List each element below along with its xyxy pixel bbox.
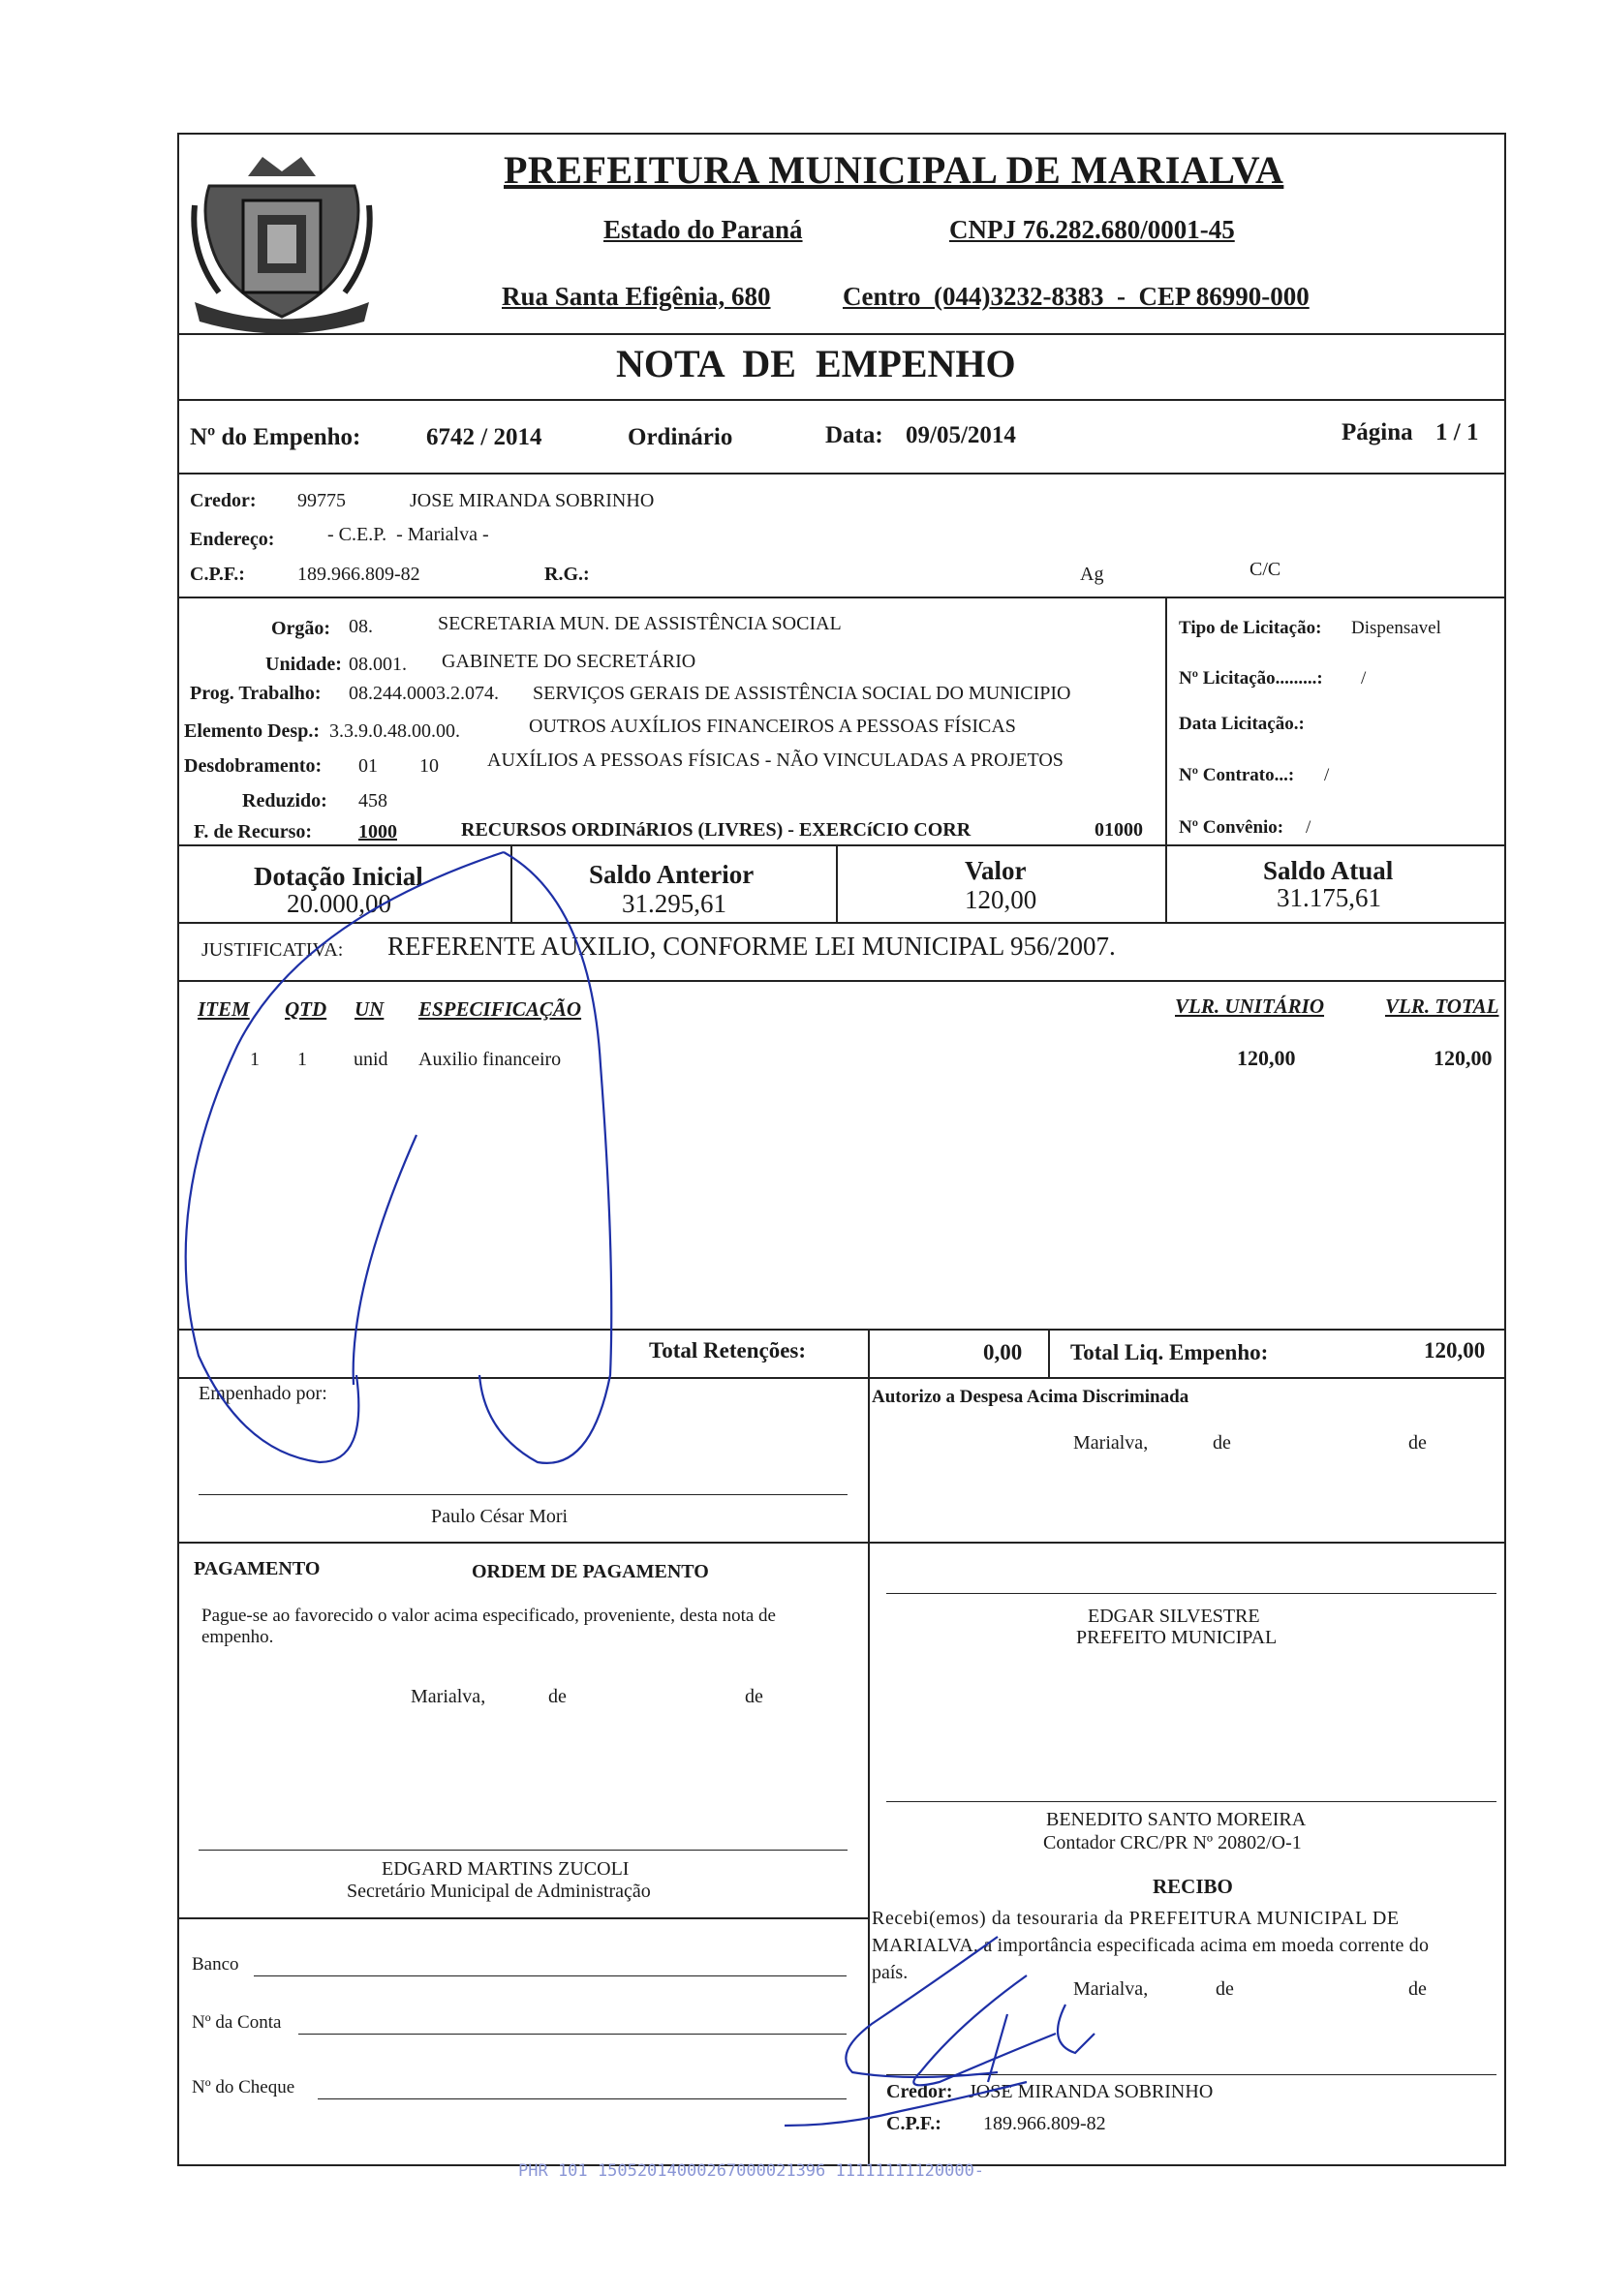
recibo-line-3: país. (872, 1962, 909, 1983)
valor-value: 120,00 (965, 885, 1037, 914)
rg-label: R.G.: (544, 564, 590, 585)
item-number: 1 (250, 1049, 260, 1070)
divider (177, 399, 1506, 401)
pagamento-city: Marialva, (411, 1686, 486, 1707)
unidade-code: 08.001. (349, 654, 407, 675)
total-retencoes-value: 0,00 (983, 1340, 1023, 1364)
dotacao-label: Dotação Inicial (254, 862, 423, 891)
desdobramento-code-1: 01 (358, 755, 378, 777)
unidade-name: GABINETE DO SECRETÁRIO (442, 651, 696, 672)
signature-line (886, 1593, 1496, 1594)
accountant-title: Contador CRC/PR Nº 20802/O-1 (1043, 1832, 1302, 1853)
divider-vertical (868, 1377, 870, 1542)
divider-vertical (510, 844, 512, 922)
cpf-label: C.P.F.: (190, 564, 245, 585)
divider (177, 1377, 1506, 1379)
recibo-de-2: de (1408, 1978, 1427, 2000)
empenho-number: 6742 / 2014 (426, 424, 542, 450)
item-unit: unid (354, 1049, 388, 1070)
autorizo-de-2: de (1408, 1432, 1427, 1454)
mayor-name: EDGAR SILVESTRE (1088, 1606, 1260, 1627)
fonte-recurso-code: 1000 (358, 821, 397, 842)
signature-line (199, 1494, 848, 1495)
recibo-de-1: de (1216, 1978, 1234, 2000)
empenhado-por-label: Empenhado por: (199, 1383, 327, 1404)
divider-vertical (868, 1542, 870, 2166)
desdobramento-code-2: 10 (419, 755, 439, 777)
items-header-unit-value: VLR. UNITÁRIO (1175, 995, 1325, 1018)
orgao-code: 08. (349, 616, 373, 637)
convenio-label: Nº Convênio: (1179, 817, 1284, 838)
street-address: Rua Santa Efigênia, 680 (502, 282, 771, 311)
recibo-line-1: Recebi(emos) da tesouraria da PREFEITURA MUNICIPAL DE (872, 1908, 1400, 1929)
recibo-credor-label: Credor: (886, 2081, 953, 2102)
item-quantity: 1 (297, 1049, 307, 1070)
orgao-name: SECRETARIA MUN. DE ASSISTÊNCIA SOCIAL (438, 613, 842, 634)
cnpj-label: CNPJ 76.282.680/0001-45 (949, 215, 1235, 244)
items-header-qtd: QTD (285, 997, 327, 1021)
mayor-title: PREFEITO MUNICIPAL (1076, 1627, 1278, 1648)
items-header-total-value: VLR. TOTAL (1385, 995, 1499, 1018)
empenho-type: Ordinário (628, 424, 733, 450)
recibo-line-2: MARIALVA, a importância especificada acima em moeda corrente do (872, 1935, 1430, 1956)
divider (177, 1329, 1506, 1331)
convenio-value: / (1306, 817, 1311, 838)
item-specification: Auxilio financeiro (418, 1049, 562, 1070)
cpf-value: 189.966.809-82 (297, 564, 420, 585)
divider-vertical (1165, 844, 1167, 922)
desdobramento-label: Desdobramento: (184, 755, 323, 777)
document-title: NOTA DE EMPENHO (616, 342, 1016, 385)
prog-trabalho-label: Prog. Trabalho: (190, 683, 322, 704)
district-phone-cep: Centro (044)3232-8383 - CEP 86990-000 (843, 282, 1310, 311)
valor-label: Valor (965, 856, 1027, 885)
numero-licitacao-value: / (1361, 668, 1367, 689)
recibo-cpf-label: C.P.F.: (886, 2113, 941, 2134)
total-liquido-label: Total Liq. Empenho: (1070, 1340, 1269, 1364)
justificativa-text: REFERENTE AUXILIO, CONFORME LEI MUNICIPAL 956/2007. (387, 932, 1116, 961)
elemento-label: Elemento Desp.: (184, 720, 320, 742)
fonte-recurso-name: RECURSOS ORDINáRIOS (LIVRES) - EXERCíCIO CORR (461, 819, 972, 841)
prog-trabalho-name: SERVIÇOS GERAIS DE ASSISTÊNCIA SOCIAL DO MUNICIPIO (533, 683, 1071, 704)
ordem-pagamento-label: ORDEM DE PAGAMENTO (472, 1561, 709, 1582)
recibo-title: RECIBO (1153, 1875, 1233, 1898)
autorizo-label: Autorizo a Despesa Acima Discriminada (872, 1387, 1189, 1407)
numero-licitacao-label: Nº Licitação.........: (1179, 668, 1323, 689)
reduzido-value: 458 (358, 790, 387, 811)
divider-vertical (868, 1329, 870, 1377)
footer-code: PHR 101 15052014000267000021396 11111111120000- (518, 2161, 985, 2181)
prog-trabalho-code: 08.244.0003.2.074. (349, 683, 499, 704)
tipo-licitacao-value: Dispensavel (1351, 618, 1441, 638)
cheque-field-line[interactable] (318, 2098, 847, 2099)
items-header-un: UN (355, 997, 385, 1021)
tipo-licitacao-label: Tipo de Licitação: (1179, 618, 1322, 638)
divider-vertical (1165, 597, 1167, 844)
state-label: Estado do Paraná (603, 215, 803, 244)
orgao-label: Orgão: (271, 618, 331, 639)
pagamento-label: PAGAMENTO (194, 1558, 321, 1579)
elemento-code: 3.3.9.0.48.00.00. (329, 720, 460, 742)
pagamento-de-2: de (745, 1686, 763, 1707)
unidade-label: Unidade: (265, 654, 342, 675)
signature-line (199, 1850, 848, 1851)
saldo-atual-value: 31.175,61 (1277, 883, 1381, 912)
contrato-value: / (1324, 765, 1330, 785)
item-total-value: 120,00 (1434, 1046, 1493, 1070)
address-value: - C.E.P. - Marialva - (327, 524, 489, 545)
autorizo-city: Marialva, (1073, 1432, 1149, 1454)
pagamento-de-1: de (548, 1686, 567, 1707)
divider (177, 980, 1506, 982)
accountant-name: BENEDITO SANTO MOREIRA (1046, 1809, 1307, 1830)
divider (177, 1542, 1506, 1544)
reduzido-label: Reduzido: (242, 790, 327, 811)
empenho-date: 09/05/2014 (906, 422, 1016, 448)
credor-name: JOSE MIRANDA SOBRINHO (410, 490, 655, 511)
date-label: Data: (825, 422, 883, 448)
data-licitacao-label: Data Licitação.: (1179, 714, 1305, 734)
page-label: Página (1342, 419, 1413, 445)
banco-field-line[interactable] (254, 1975, 847, 1976)
address-label: Endereço: (190, 529, 275, 550)
pagamento-text: Pague-se ao favorecido o valor acima especificado, proveniente, desta nota de empenho. (201, 1606, 776, 1647)
signature-line (886, 2074, 1496, 2075)
credor-label: Credor: (190, 490, 257, 511)
items-header-item: ITEM (198, 997, 250, 1021)
conta-label: Nº da Conta (192, 2012, 282, 2033)
divider (177, 1917, 868, 1919)
saldo-anterior-label: Saldo Anterior (589, 860, 755, 889)
divider (177, 844, 1506, 846)
empenhado-por-name: Paulo César Mori (431, 1506, 569, 1527)
items-header-spec: ESPECIFICAÇÃO (418, 997, 582, 1021)
conta-field-line[interactable] (298, 2034, 847, 2035)
secretary-name: EDGARD MARTINS ZUCOLI (382, 1858, 630, 1880)
saldo-anterior-value: 31.295,61 (622, 889, 726, 918)
total-retencoes-label: Total Retenções: (649, 1338, 807, 1362)
desdobramento-name: AUXÍLIOS A PESSOAS FÍSICAS - NÃO VINCULADAS A PROJETOS (487, 750, 1064, 771)
total-liquido-value: 120,00 (1424, 1338, 1486, 1362)
banco-label: Banco (192, 1954, 239, 1975)
divider-vertical (836, 844, 838, 922)
recibo-city: Marialva, (1073, 1978, 1149, 2000)
autorizo-de-1: de (1213, 1432, 1231, 1454)
divider (177, 473, 1506, 475)
divider (177, 922, 1506, 924)
credor-code: 99775 (297, 490, 346, 511)
item-unit-value: 120,00 (1237, 1046, 1296, 1070)
municipal-crest-icon (190, 147, 374, 341)
empenho-number-label: Nº do Empenho: (190, 424, 361, 450)
justificativa-label: JUSTIFICATIVA: (201, 939, 344, 961)
recibo-credor-name: JOSE MIRANDA SOBRINHO (969, 2081, 1214, 2102)
fonte-recurso-code-2: 01000 (1095, 819, 1143, 841)
divider-vertical (1048, 1329, 1050, 1377)
agency-label: Ag (1080, 564, 1104, 585)
secretary-title: Secretário Municipal de Administração (347, 1881, 651, 1902)
fonte-recurso-label: F. de Recurso: (194, 821, 313, 842)
elemento-name: OUTROS AUXÍLIOS FINANCEIROS A PESSOAS FÍSICAS (529, 716, 1016, 737)
municipality-title: PREFEITURA MUNICIPAL DE MARIALVA (504, 148, 1284, 192)
divider (177, 597, 1506, 598)
cheque-label: Nº do Cheque (192, 2077, 295, 2097)
saldo-atual-label: Saldo Atual (1263, 856, 1394, 885)
divider (177, 333, 1506, 335)
account-label: C/C (1249, 559, 1281, 580)
recibo-cpf-value: 189.966.809-82 (983, 2113, 1106, 2134)
signature-line (886, 1801, 1496, 1802)
page-number: 1 / 1 (1435, 419, 1479, 445)
contrato-label: Nº Contrato...: (1179, 765, 1295, 785)
dotacao-value: 20.000,00 (287, 889, 391, 918)
